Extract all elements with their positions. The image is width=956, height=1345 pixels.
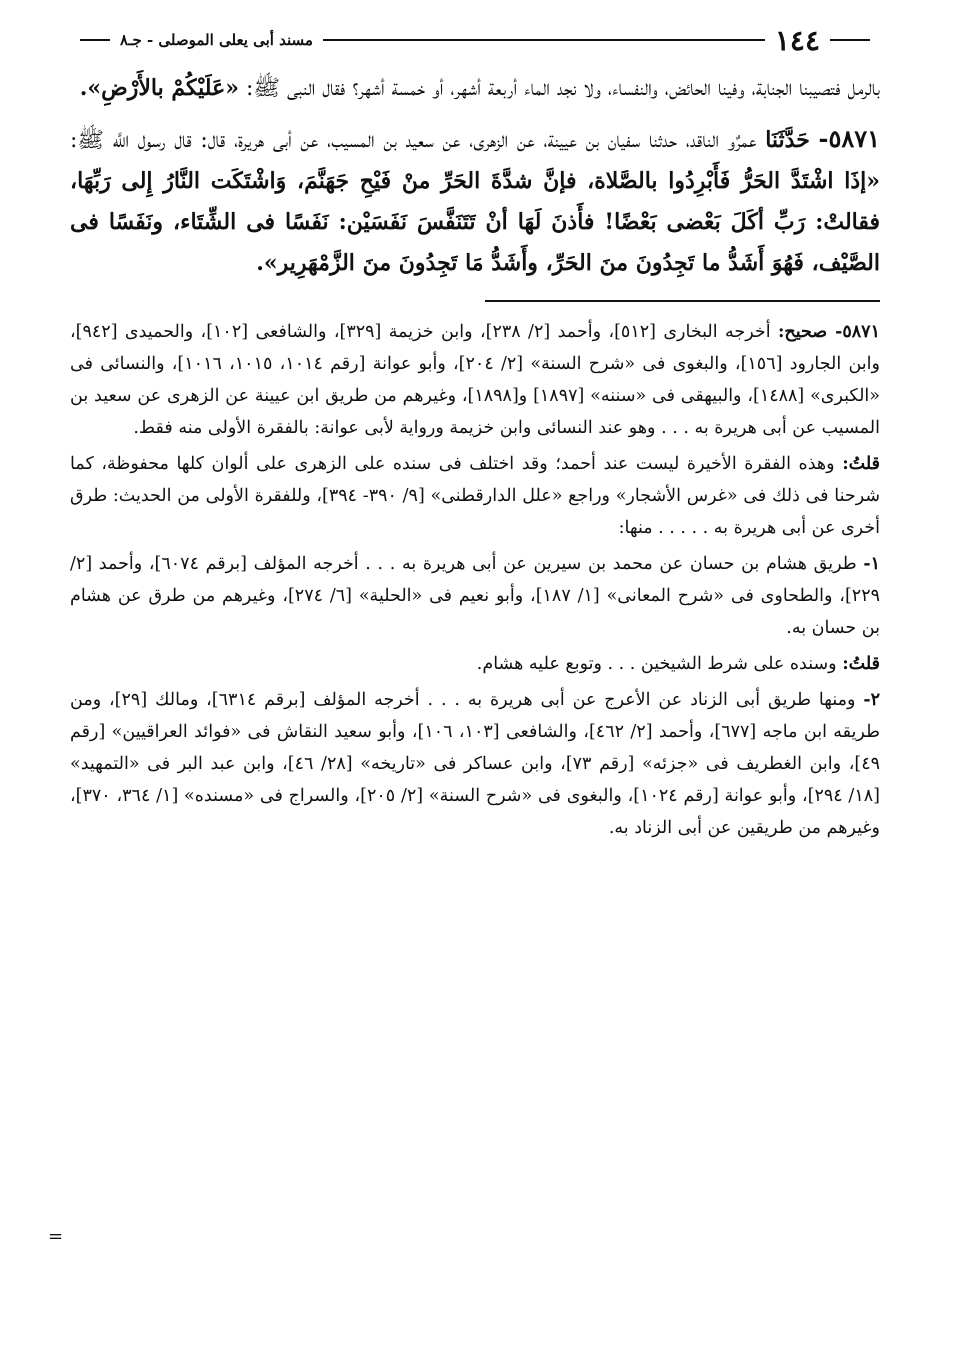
header-rule-middle bbox=[323, 39, 765, 41]
page-header bbox=[70, 20, 880, 60]
hadith-number: ٥٨٧١- bbox=[818, 124, 881, 153]
header-rule-left bbox=[80, 39, 110, 41]
footnote-label: ٢- bbox=[863, 690, 880, 710]
footnote-text: وسنده على شرط الشيخين . . . وتوبع عليه هشام. bbox=[476, 654, 843, 674]
footnote-label: ١- bbox=[863, 554, 881, 574]
continuation-quote: «عَلَيْكُمْ بالأَرْضِ». bbox=[79, 75, 239, 101]
footnotes bbox=[70, 316, 880, 844]
hadith-isnad: عمرٌو الناقد، حدثنا سفيان بن عيينة، عن الزهرى، عن سعيد بن المسيب، عن أبى هريرة، قال: قال رسول اللَّه ﷺ: bbox=[70, 128, 766, 153]
continuation-text: بالرمل فتصيبنا الجنابة، وفينا الحائض، والنفساء، ولا نجد الماء أربعة أشهر، أو خمسة أشهر؟ فقال النبى ﷺ: bbox=[238, 76, 880, 101]
footnote-label: قلتُ: bbox=[842, 654, 880, 674]
footnote-route-2 bbox=[70, 684, 880, 844]
footnote-text: طريق هشام بن حسان عن محمد بن سيرين عن أبى هريرة به . . . أخرجه المؤلف [برقم ٦٠٧٤]، وأحمد [٢/ ٢٢٩]، والطحاوى فى «شرح المعانى» [١/ ١٨٧]، وأبو نعيم فى «الحلية» [٦/ ٢٧٤]، وغيرهم من طرق عن هشام بن حسان به. bbox=[70, 554, 880, 638]
footnote-label: ٥٨٧١- صحيح: bbox=[777, 322, 880, 342]
page bbox=[70, 20, 880, 844]
footnote-route-1 bbox=[70, 548, 880, 644]
footnote-text: ومنها طريق أبى الزناد عن الأعرج عن أبى هريرة به . . . أخرجه المؤلف [برقم ٦٣١٤]، ومالك [٢٩]، ومن طريقه ابن ماجه [٦٧٧]، وأحمد [٢/ ٤٦٢]، والشافعى [١٠٣، ١٠٦]، وأبو سعيد النقاش فى «فوائد العراقيين» [رقم ٤٩]، وابن الغطريف فى «جزئه» [رقم ٧٣]، وابن عساكر فى «تاريخه» [٢٨/ ٤٦]، وابن عبد البر فى «التمهيد» [١٨/ ٢٩٤]، وأبو عوانة [رقم ١٠٢٤]، والبغوى فى «شرح السنة» [٢/ ٢٠٥]، والسراج فى «مسنده» [١/ ٣٦٤، ٣٧٠]، وغيرهم من طريقين عن أبى الزناد به. bbox=[70, 690, 881, 838]
page-number: ١٤٤ bbox=[774, 23, 820, 57]
running-title: مسند أبى يعلى الموصلى - جـ٨ bbox=[120, 31, 313, 49]
footnote-takhrij bbox=[70, 316, 880, 444]
hadith-paragraph bbox=[70, 119, 880, 284]
footnote-text: وهذه الفقرة الأخيرة ليست عند أحمد؛ وقد اختلف فى سنده على الزهرى على ألوان كلها محفوظة، كما شرحنا فى ذلك فى «غرس الأشجار» وراجع «علل الدارقطنى» [٩/ ٣٩٠- ٣٩٤]، وللفقرة الأولى من الحديث: طرق أخرى عن أبى هريرة به . . . . . منها: bbox=[70, 454, 881, 538]
footnote-separator bbox=[485, 300, 880, 302]
header-rule-right bbox=[830, 39, 870, 41]
main-text bbox=[70, 68, 880, 284]
footnote-comment-2 bbox=[70, 648, 880, 680]
footnote-label: قلتُ: bbox=[842, 454, 880, 474]
footnote-comment bbox=[70, 448, 880, 544]
hadith-matn: «إذَا اشْتَدَّ الحَرُّ فَأَبْرِدُوا بالصَّلاة، فإنَّ شدَّةَ الحَرِّ منْ فَيْحِ جَهَنَّمَ، وَاشْتَكَت النَّارُ إِلى رَبِّهَا، فقالتْ: رَبِّ أكَلَ بَعْضى بَعْضًا! فأَذنَ لَهَا أنْ تَتَنَفَّسَ نَفَسَيْن: نَفَسًا فى الشِّتَاء، ونَفَسًا فى الصَّيْف، فَهُوَ أَشَدُّ ما تَجِدُونَ منَ الحَرِّ، وأَشَدُّ مَا تَجِدُونَ منَ الزَّمْهَرِير». bbox=[70, 168, 880, 276]
footnote-text: أخرجه البخارى [٥١٢]، وأحمد [٢/ ٢٣٨]، وابن خزيمة [٣٢٩]، والشافعى [١٠٢]، والحميدى [٩٤٢]، وابن الجارود [١٥٦]، والبغوى فى «شرح السنة» [٢/ ٢٠٤]، وأبو عوانة [رقم ١٠١٤، ١٠١٥، ١٠١٦]، والنسائى فى «الكبرى» [١٤٨٨]، والبيهقى فى «سننه» [١٨٩٧] و[١٨٩٨]، وغيرهم من طريق ابن عيينة عن الزهرى عن سعيد بن المسيب عن أبى هريرة به . . . وهو عند النسائى وابن خزيمة ورواية لأبى عوانة: بالفقرة الأولى منه فقط. bbox=[70, 322, 880, 438]
continuation-mark: = bbox=[48, 1226, 64, 1247]
continuation-paragraph bbox=[70, 68, 880, 109]
hadith-opening: حَدَّثَنَا bbox=[765, 127, 810, 153]
